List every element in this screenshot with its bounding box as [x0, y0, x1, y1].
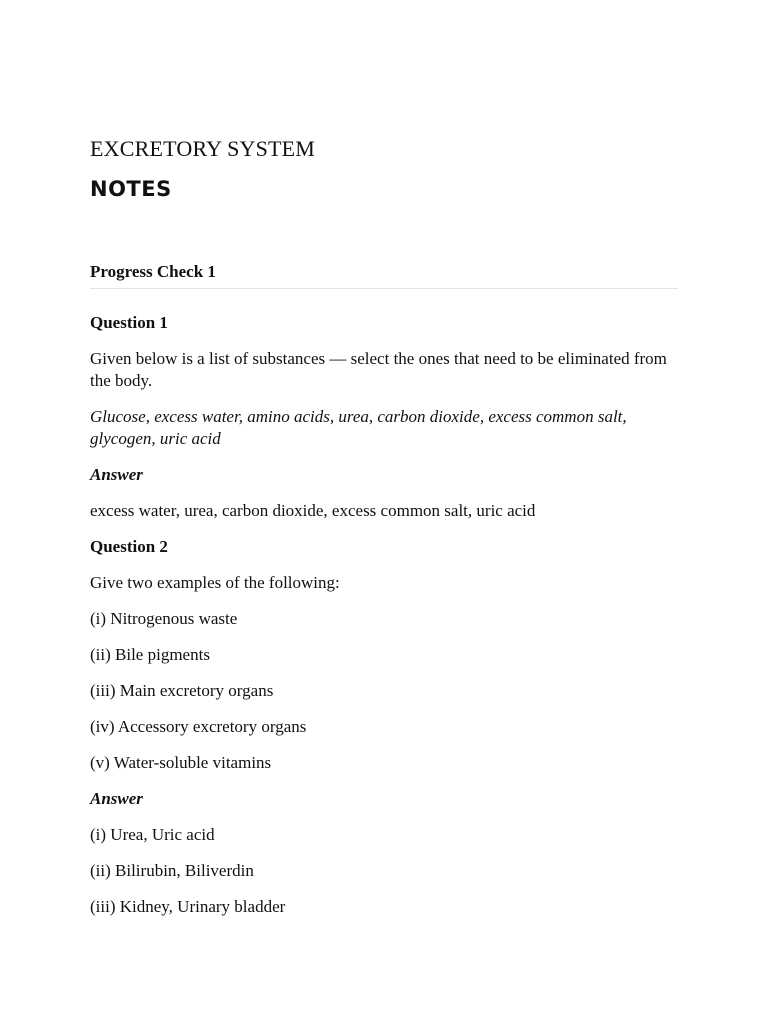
question-1-answer: excess water, urea, carbon dioxide, excess common salt, uric acid [90, 501, 536, 520]
question-2-block [90, 536, 678, 918]
question-1-block [90, 312, 678, 522]
question-1-heading: Question 1 [90, 313, 168, 332]
question-2-answer-item: (i) Urea, Uric acid [90, 825, 215, 844]
question-1-substance-list: Glucose, excess water, amino acids, urea, carbon dioxide, excess common salt, glycogen, uric acid [90, 407, 627, 448]
question-2-item: (iii) Main excretory organs [90, 681, 274, 700]
question-1-prompt: Given below is a list of substances — select the ones that need to be eliminated from the body. [90, 349, 667, 390]
question-2-answer-item: (ii) Bilirubin, Biliverdin [90, 861, 254, 880]
question-2-answer-item: (iii) Kidney, Urinary bladder [90, 897, 286, 916]
document-subtitle: NOTES [90, 177, 172, 201]
question-2-item: (v) Water-soluble vitamins [90, 753, 272, 772]
section-heading: Progress Check 1 [90, 262, 678, 289]
document-content [90, 312, 678, 932]
question-2-prompt: Give two examples of the following: [90, 573, 340, 592]
question-2-item: (iv) Accessory excretory organs [90, 717, 307, 736]
question-2-answer-label: Answer [90, 789, 143, 808]
question-1-answer-label: Answer [90, 465, 143, 484]
question-2-item: (ii) Bile pigments [90, 645, 210, 664]
question-2-heading: Question 2 [90, 537, 168, 556]
document-title: EXCRETORY SYSTEM [90, 136, 316, 161]
question-2-item: (i) Nitrogenous waste [90, 609, 238, 628]
